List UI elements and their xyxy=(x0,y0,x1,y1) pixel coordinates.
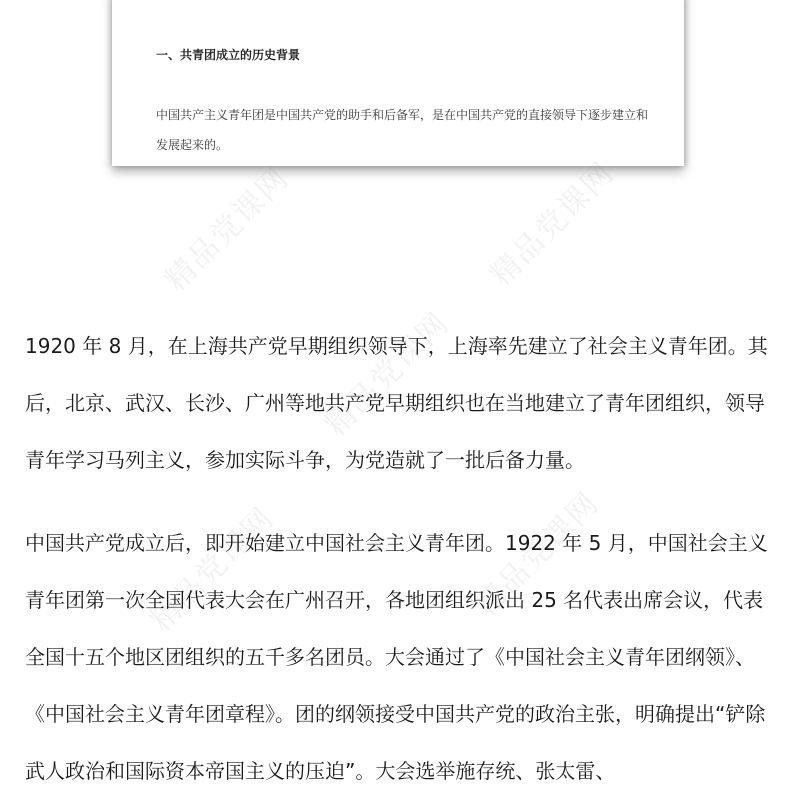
body-paragraph-2: 中国共产党成立后，即开始建立中国社会主义青年团。1922 年 5 月，中国社会主义青年团第一次全国代表大会在广州召开，各地团组织派出 25 名代表出席会议，代表全国十五个地区团组织的五千多名团员。大会通过了《中国社会主义青年团纲领》、《中国社会主义青年团章程》。团的纲领接受中国共产党的政治主张，明确提出“铲除武人政治和国际资本帝国主义的压迫”。大会选举施存统、张太雷、 xyxy=(25,531,768,783)
watermark: 精品党课网 xyxy=(158,160,297,299)
body-paragraph-1: 1920 年 8 月，在上海共产党早期组织领导下，上海率先建立了社会主义青年团。其后，北京、武汉、长沙、广州等地共产党早期组织也在当地建立了青年团组织，领导青年学习马列主义，参加实际斗争，为党造就了一批后备力量。 xyxy=(25,334,768,472)
watermark: 精品党课网 xyxy=(468,485,607,624)
watermark: 精品党课网 xyxy=(143,500,282,639)
section-heading: 一、共青团成立的历史背景 xyxy=(156,48,301,62)
card-paragraph: 中国共产主义青年团是中国共产党的助手和后备军，是在中国共产党的直接领导下逐步建立和发展起来的。 xyxy=(156,108,649,152)
watermark: 精品党课网 xyxy=(318,305,457,444)
document-cut-line xyxy=(154,0,382,1)
document-page-card xyxy=(112,0,684,166)
watermark: 精品党课网 xyxy=(483,155,622,294)
